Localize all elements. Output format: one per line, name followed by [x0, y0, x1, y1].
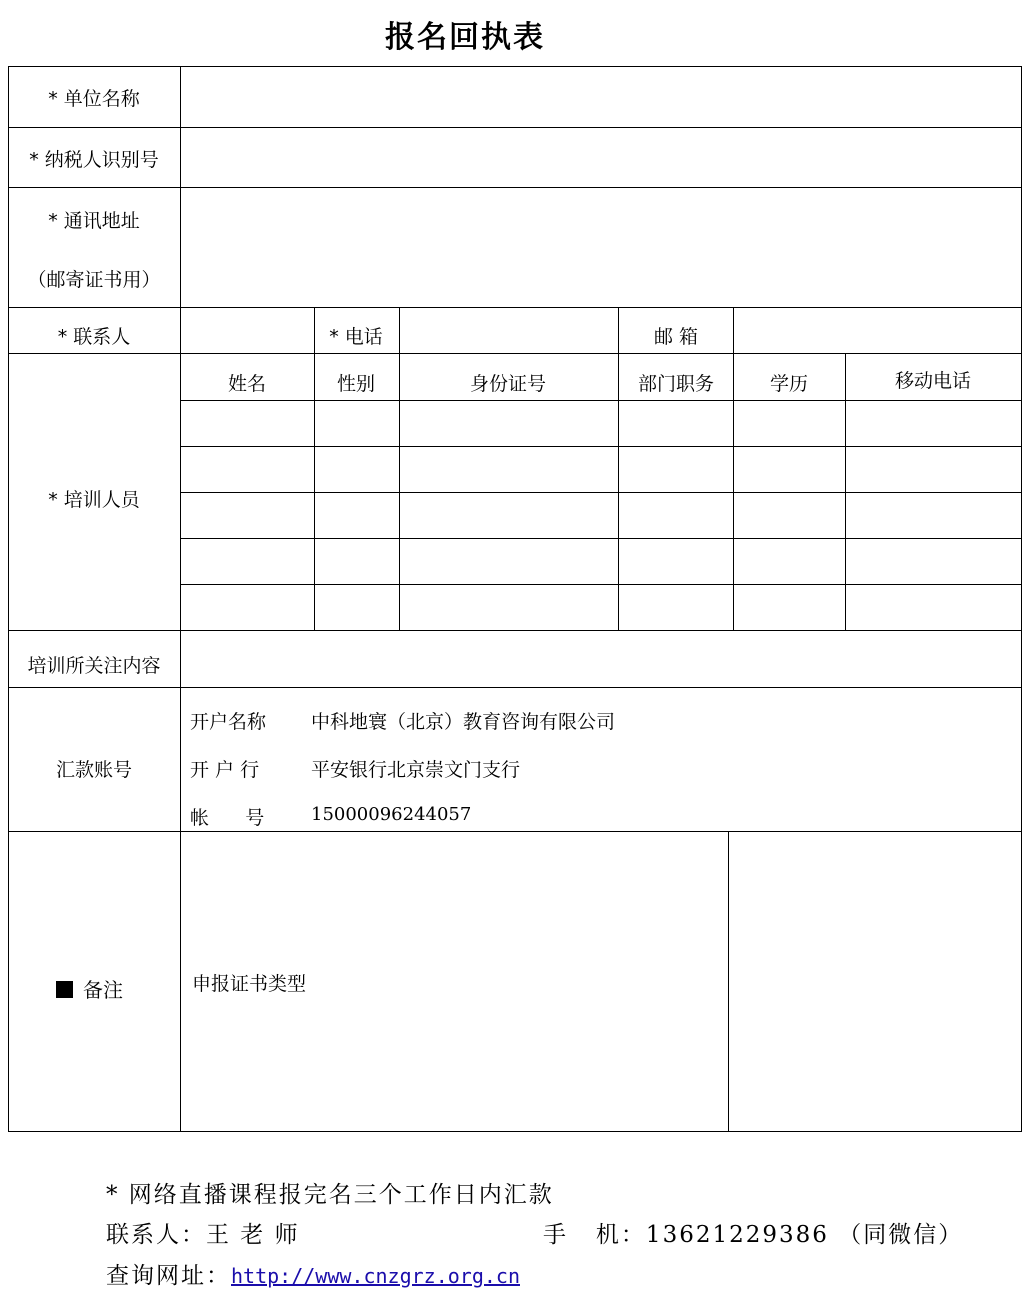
- phone-label: * 电话: [329, 326, 383, 348]
- registration-form: [8, 66, 1022, 1132]
- header-gender: 性别: [336, 373, 376, 395]
- trainee-col-divider: [618, 353, 619, 630]
- trainee-row-line: [180, 400, 1022, 401]
- address-label: * 通讯地址: [48, 210, 140, 232]
- cert-type-label: 申报证书类型: [192, 973, 307, 995]
- tax-id-label: * 纳税人识别号: [29, 149, 159, 171]
- header-id-number: 身份证号: [469, 373, 547, 395]
- border-bottom: [8, 1131, 1022, 1132]
- row-line: [8, 187, 1022, 188]
- contact-divider: [733, 307, 734, 353]
- address-sublabel: （邮寄证书用）: [27, 269, 161, 291]
- unit-name-label: * 单位名称: [48, 88, 140, 110]
- border-left: [8, 66, 9, 1132]
- form-title: 报名回执表: [385, 20, 545, 55]
- border-right: [1021, 66, 1022, 1132]
- trainee-row-line: [180, 584, 1022, 585]
- row-line: [8, 687, 1022, 688]
- contact-divider: [618, 307, 619, 353]
- footer-contact: 联系人：王 老 师: [106, 1222, 300, 1248]
- trainee-row-line: [180, 492, 1022, 493]
- footer-query: [106, 1257, 520, 1290]
- website-link[interactable]: http://www.cnzgrz.org.cn: [231, 1264, 520, 1288]
- remarks-divider: [728, 831, 729, 1131]
- row-line: [8, 353, 1022, 354]
- remarks-label: [56, 974, 123, 1003]
- header-education: 学历: [769, 373, 809, 395]
- header-department: 部门职务: [637, 373, 715, 395]
- bank-name-label: 开户名称: [190, 711, 267, 733]
- filled-square-icon: [56, 981, 73, 998]
- row-line: [8, 831, 1022, 832]
- bank-name-value: 中科地寰（北京）教育咨询有限公司: [311, 711, 616, 733]
- email-label: 邮 箱: [653, 326, 699, 348]
- header-mobile: 移动电话: [894, 370, 972, 392]
- trainee-row-line: [180, 446, 1022, 447]
- trainee-col-divider: [733, 353, 734, 630]
- trainee-col-divider: [845, 353, 846, 630]
- contact-divider: [314, 307, 315, 353]
- border-top: [8, 66, 1022, 67]
- account-number-value: 15000096244057: [311, 804, 472, 825]
- trainees-label: * 培训人员: [48, 489, 140, 511]
- header-name: 姓名: [227, 373, 267, 395]
- focus-label: 培训所关注内容: [27, 655, 161, 677]
- trainee-col-divider: [314, 353, 315, 630]
- account-number-label: 帐 号: [190, 807, 265, 829]
- account-label: 汇款账号: [55, 759, 133, 781]
- label-column-divider: [180, 66, 181, 1132]
- bank-branch-value: 平安银行北京崇文门支行: [311, 759, 521, 781]
- footer-mobile: 手 机：13621229386 （同微信）: [543, 1222, 964, 1248]
- contact-divider: [399, 307, 400, 353]
- remarks-text: 备注: [83, 978, 123, 1002]
- trainee-row-line: [180, 538, 1022, 539]
- bank-branch-label: 开 户 行: [190, 759, 260, 781]
- trainee-col-divider: [399, 353, 400, 630]
- contact-label: * 联系人: [57, 326, 131, 348]
- row-line: [8, 307, 1022, 308]
- query-label: 查询网址：: [106, 1263, 231, 1289]
- footer-note: * 网络直播课程报完名三个工作日内汇款: [106, 1182, 554, 1208]
- row-line: [8, 630, 1022, 631]
- row-line: [8, 127, 1022, 128]
